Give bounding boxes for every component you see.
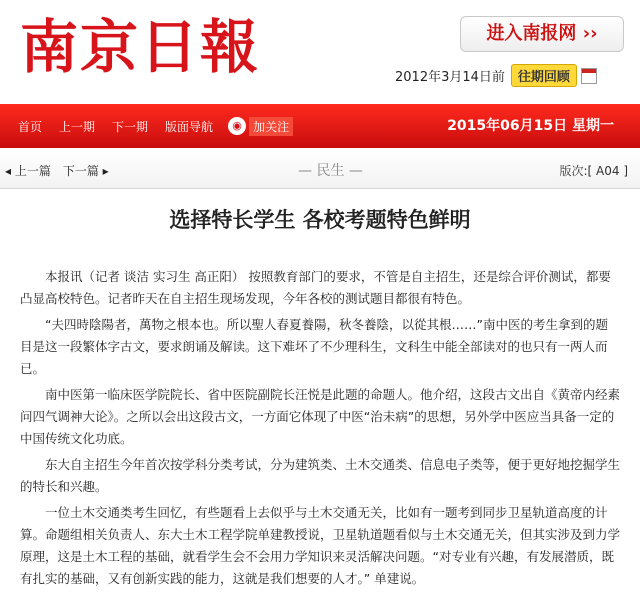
top-nav-bar: [0, 104, 640, 148]
article-paragraph: 本报讯（记者 谈洁 实习生 高正阳） 按照教育部门的要求，不管是自主招生，还是综合评价测试，都要凸显高校特色。记者昨天在自主招生现场发现，今年各校的测试题目都很有特色。: [20, 269, 611, 306]
nav-layout-guide[interactable]: 版面导航: [165, 119, 214, 134]
masthead: [0, 0, 640, 104]
nav-prev-issue[interactable]: 上一期: [59, 119, 96, 134]
nav-links: [18, 104, 310, 148]
nav-home[interactable]: 首页: [18, 119, 43, 134]
article-paragraph: “夫四時陰陽者，萬物之根本也。所以聖人春夏養陽，秋冬養陰，以從其根……”南中医的考生拿到的题目是这一段繁体字古文，要求朗诵及解读。这下难坏了不少理科生，文科生中能全部读对的也只有一两人而已。: [20, 317, 608, 376]
weibo-icon: ◉: [228, 117, 246, 135]
publish-date: 2012年3月14日前: [395, 70, 505, 85]
calendar-icon[interactable]: [581, 68, 597, 84]
article-nav: [0, 150, 640, 189]
article-paragraph: 东大自主招生今年首次按学科分类考试，分为建筑类、土木交通类、信息电子类等，便于更好地挖掘学生的特长和兴趣。: [20, 457, 621, 494]
edition-label: 版次:[ A04 ]: [559, 164, 628, 178]
article-body: [20, 266, 620, 594]
archive-button[interactable]: 往期回顾: [511, 64, 577, 87]
newspaper-logo[interactable]: 南京日報: [20, 13, 261, 81]
article-paragraph: 南中医第一临床医学院院长、省中医院副院长汪悦是此题的命题人。他介绍，这段古文出自《黄帝内经素问四气调神大论》。之所以会出这段古文，一方面它体现了中医“治未病”的思想，另外学中医应当具备一定的中国传统文化功底。: [20, 387, 621, 446]
archive-line: [395, 64, 597, 87]
prev-next-links: [5, 162, 121, 179]
follow-button[interactable]: [228, 117, 310, 136]
follow-label: 加关注: [249, 117, 293, 136]
article-paragraph: 一位土木交通类考生回忆，有些题看上去似乎与土木交通无关，比如有一题考到同步卫星轨道高度的计算。命题组相关负责人、东大土木工程学院单建教授说，卫星轨道题看似与土木交通无关，但其实涉及到力学原理，这是土木工程的基础，就看学生会不会用力学知识来灵活解决问题。“对专业有兴趣，有发展潜质，既有扎实的基础，又有创新实践的能力，这就是我们想要的人才。” 单建说。: [20, 505, 621, 586]
nav-next-issue[interactable]: 下一期: [112, 119, 149, 134]
next-article-link[interactable]: 下一篇 ▸: [62, 164, 109, 178]
issue-date: 2015年06月15日 星期一: [447, 118, 614, 134]
article-title: 选择特长学生 各校考题特色鲜明: [169, 208, 471, 232]
section-label: — 民生 —: [298, 163, 363, 179]
enter-site-button[interactable]: 进入南报网 ››: [460, 16, 624, 52]
prev-article-link[interactable]: ◂ 上一篇: [5, 164, 51, 178]
